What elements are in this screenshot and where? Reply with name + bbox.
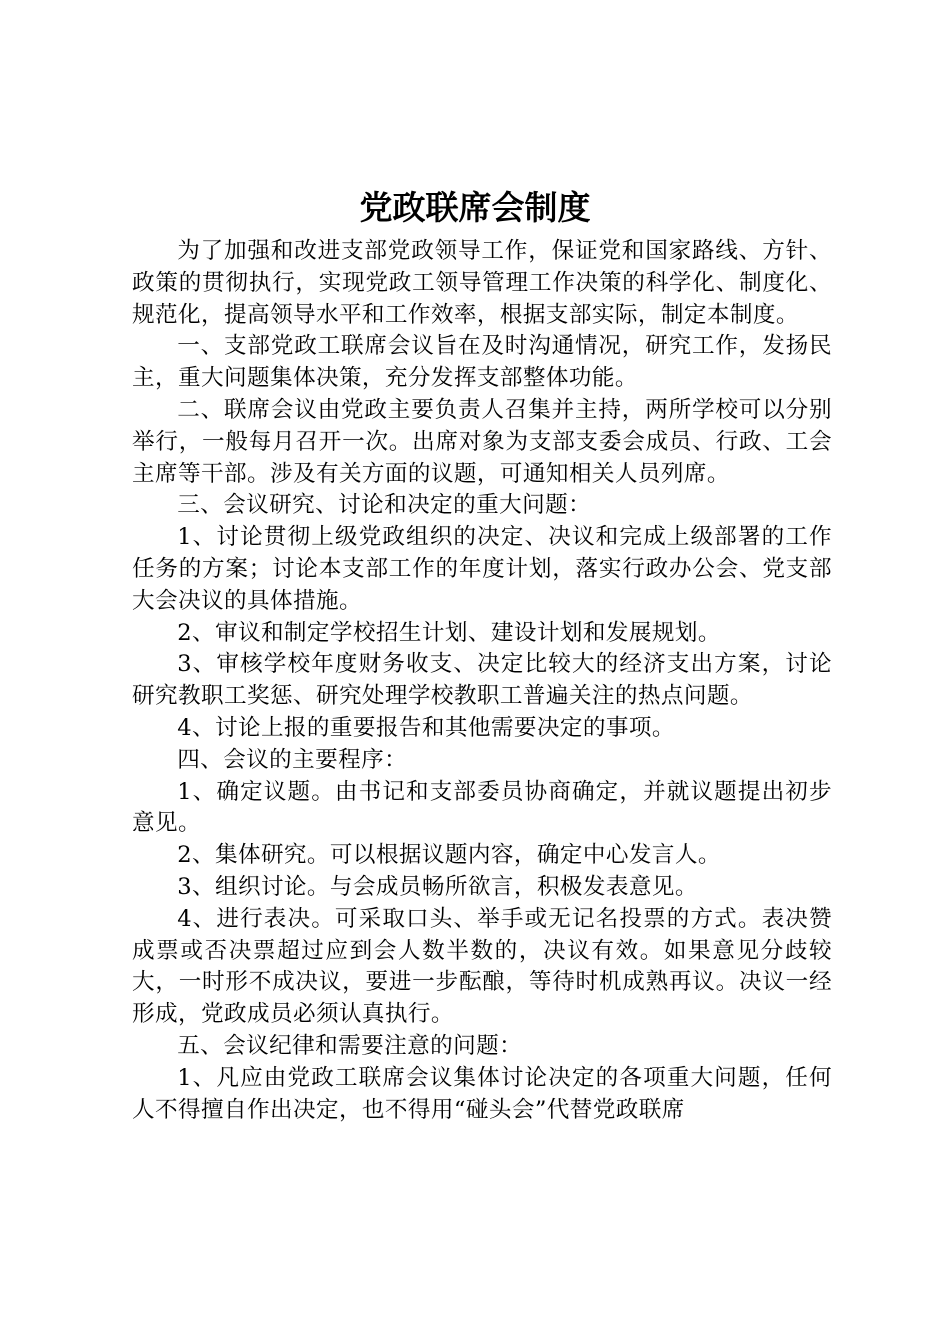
paragraph: 1、确定议题。由书记和支部委员协商确定，并就议题提出初步意见。 xyxy=(132,778,832,837)
paragraph: 为了加强和改进支部党政领导工作，保证党和国家路线、方针、政策的贯彻执行，实现党政工领导管理工作决策的科学化、制度化、规范化，提高领导水平和工作效率，根据支部实际，制定本制度。 xyxy=(132,238,832,328)
paragraph: 二、联席会议由党政主要负责人召集并主持，两所学校可以分别举行，一般每月召开一次。出席对象为支部支委会成员、行政、工会主席等干部。涉及有关方面的议题，可通知相关人员列席。 xyxy=(132,396,832,487)
paragraph: 3、组织讨论。与会成员畅所欲言，积极发表意见。 xyxy=(177,873,698,900)
paragraph: 五、会议纪律和需要注意的问题： xyxy=(177,1032,523,1059)
paragraph: 四、会议的主要程序： xyxy=(177,746,408,773)
paragraph: 一、支部党政工联席会议旨在及时沟通情况，研究工作，发扬民主，重大问题集体决策，充分发挥支部整体功能。 xyxy=(132,333,832,392)
document-body xyxy=(132,236,832,1126)
paragraph: 4、进行表决。可采取口头、举手或无记名投票的方式。表决赞成票或否决票超过应到会人数半数的，决议有效。如果意见分歧较大，一时形不成决议，要进一步酝酿，等待时机成熟再议。决议一经形成，党政成员必须认真执行。 xyxy=(132,905,832,1028)
paragraph: 3、审核学校年度财务收支、决定比较大的经济支出方案，讨论研究教职工奖惩、研究处理学校教职工普遍关注的热点问题。 xyxy=(132,651,832,710)
paragraph: 1、凡应由党政工联席会议集体讨论决定的各项重大问题，任何人不得擅自作出决定，也不得用“碰头会”代替党政联席 xyxy=(132,1064,832,1123)
paragraph: 2、审议和制定学校招生计划、建设计划和发展规划。 xyxy=(177,619,721,646)
document-title: 党政联席会制度 xyxy=(359,188,591,227)
paragraph: 三、会议研究、讨论和决定的重大问题： xyxy=(177,492,592,519)
paragraph: 1、讨论贯彻上级党政组织的决定、决议和完成上级部署的工作任务的方案；讨论本支部工作的年度计划，落实行政办公会、党支部大会决议的具体措施。 xyxy=(132,524,832,614)
paragraph: 2、集体研究。可以根据议题内容，确定中心发言人。 xyxy=(177,842,721,869)
paragraph: 4、讨论上报的重要报告和其他需要决定的事项。 xyxy=(177,714,675,741)
